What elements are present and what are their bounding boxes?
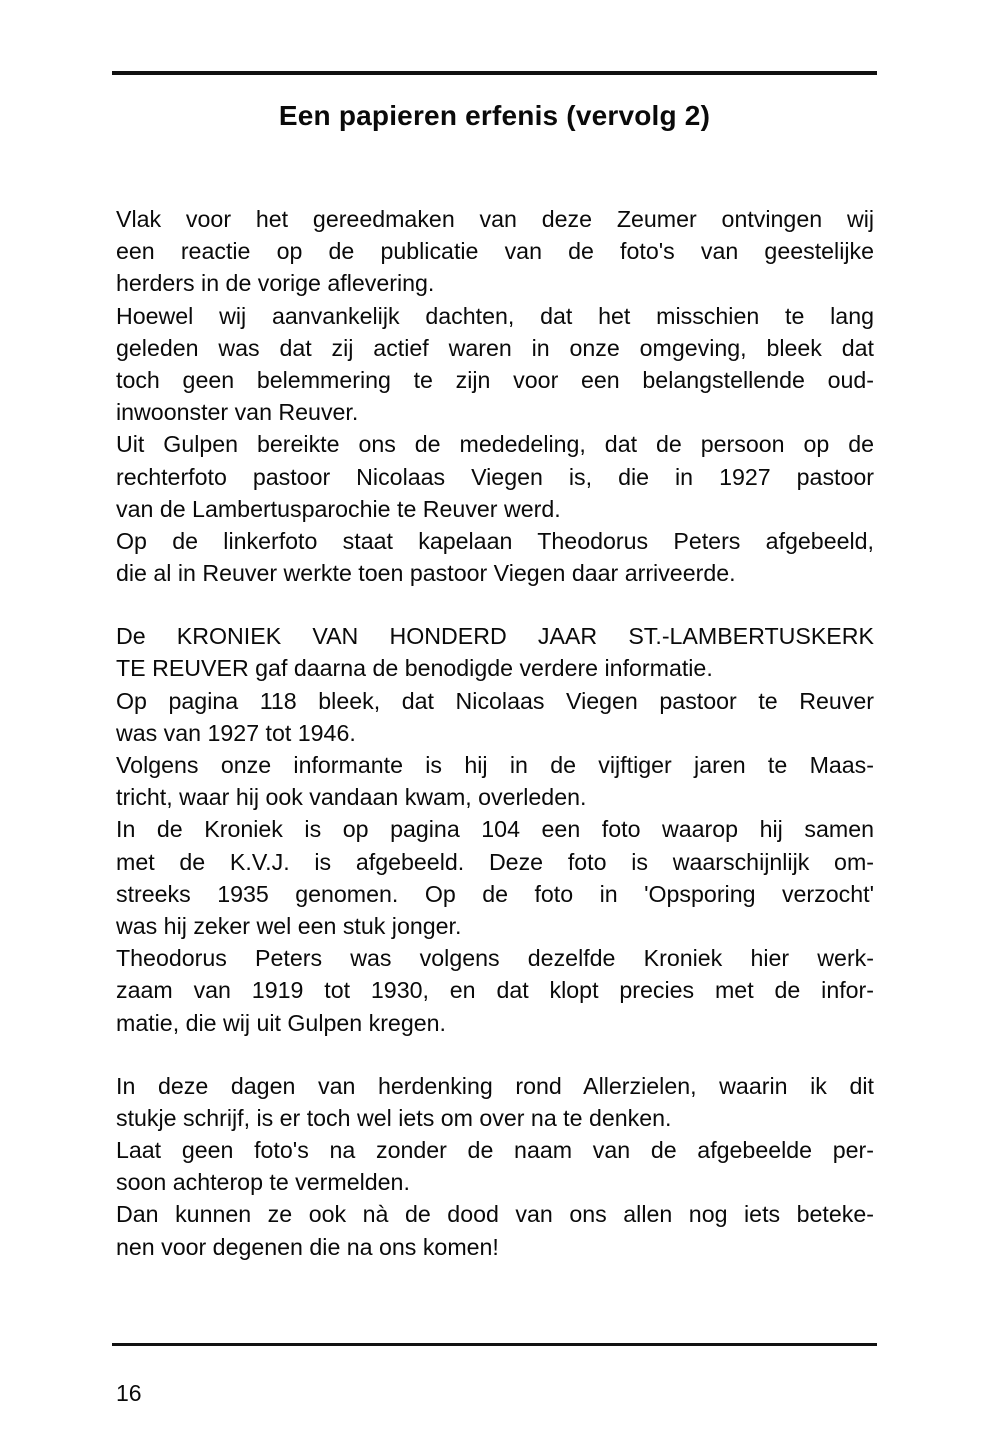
text-line: Theodorus Peters was volgens dezelfde Kroniek hier werk- [116,945,874,972]
paragraph [116,1198,874,1262]
text-line: Hoewel wij aanvankelijk dachten, dat het misschien te lang [116,302,874,329]
text-line: TE REUVER gaf daarna de benodigde verdere informatie. [116,655,713,682]
text-line: Laat geen foto's na zonder de naam van de afgebeelde per- [116,1137,874,1164]
text-line: herders in de vorige aflevering. [116,270,435,297]
paragraph-gap [116,589,874,620]
text-line: een reactie op de publicatie van de foto's van geestelijke [116,238,874,265]
text-line: Uit Gulpen bereikte ons de mededeling, dat de persoon op de [116,431,874,458]
text-line: De KRONIEK VAN HONDERD JAAR ST.-LAMBERTUSKERK [116,623,874,650]
text-line: In de Kroniek is op pagina 104 een foto waarop hij samen [116,816,874,843]
text-line: soon achterop te vermelden. [116,1169,410,1196]
text-line: Op de linkerfoto staat kapelaan Theodorus Peters afgebeeld, [116,527,874,554]
text-line: zaam van 1919 tot 1930, en dat klopt precies met de infor- [116,977,874,1004]
paragraph [116,749,874,813]
text-line: toch geen belemmering te zijn voor een belangstellende oud- [116,366,874,393]
page-number: 16 [116,1380,142,1406]
text-line: In deze dagen van herdenking rond Allerzielen, waarin ik dit [116,1072,874,1099]
text-line: inwoonster van Reuver. [116,399,359,426]
text-line: nen voor degenen die na ons komen! [116,1233,499,1260]
text-line: tricht, waar hij ook vandaan kwam, overleden. [116,784,587,811]
text-line: Vlak voor het gereedmaken van deze Zeumer ontvingen wij [116,206,874,232]
paragraph [116,203,874,300]
text-line: geleden was dat zij actief waren in onze omgeving, bleek dat [116,334,874,361]
paragraph [116,685,874,749]
text-line: Volgens onze informante is hij in de vijftiger jaren te Maas- [116,752,874,778]
bottom-rule [112,1343,877,1346]
page-title: Een papieren erfenis (vervolg 2) [278,100,711,131]
article-body [116,203,874,1263]
paragraph [116,1134,874,1198]
paragraph [116,620,874,684]
paragraph [116,428,874,525]
paragraph [116,942,874,1039]
paragraph [116,1070,874,1134]
paragraph [116,300,874,429]
text-line: die al in Reuver werkte toen pastoor Viegen daar arriveerde. [116,560,736,587]
text-line: matie, die wij uit Gulpen kregen. [116,1009,446,1036]
text-line: Op pagina 118 bleek, dat Nicolaas Viegen pastoor te Reuver [116,687,874,714]
paragraph [116,525,874,589]
text-line: Dan kunnen ze ook nà de dood van ons allen nog iets beteke- [116,1201,874,1228]
text-line: stukje schrijf, is er toch wel iets om over na te denken. [116,1104,672,1131]
paragraph [116,813,874,942]
text-line: streeks 1935 genomen. Op de foto in 'Opsporing verzocht' [116,880,874,907]
top-rule [112,71,877,75]
paragraph-gap [116,1039,874,1070]
text-line: was hij zeker wel een stuk jonger. [116,912,462,939]
text-line: rechterfoto pastoor Nicolaas Viegen is, die in 1927 pastoor [116,463,874,490]
text-line: van de Lambertusparochie te Reuver werd. [116,495,561,522]
text-line: met de K.V.J. is afgebeeld. Deze foto is waarschijnlijk om- [116,848,874,875]
text-line: was van 1927 tot 1946. [116,719,356,746]
